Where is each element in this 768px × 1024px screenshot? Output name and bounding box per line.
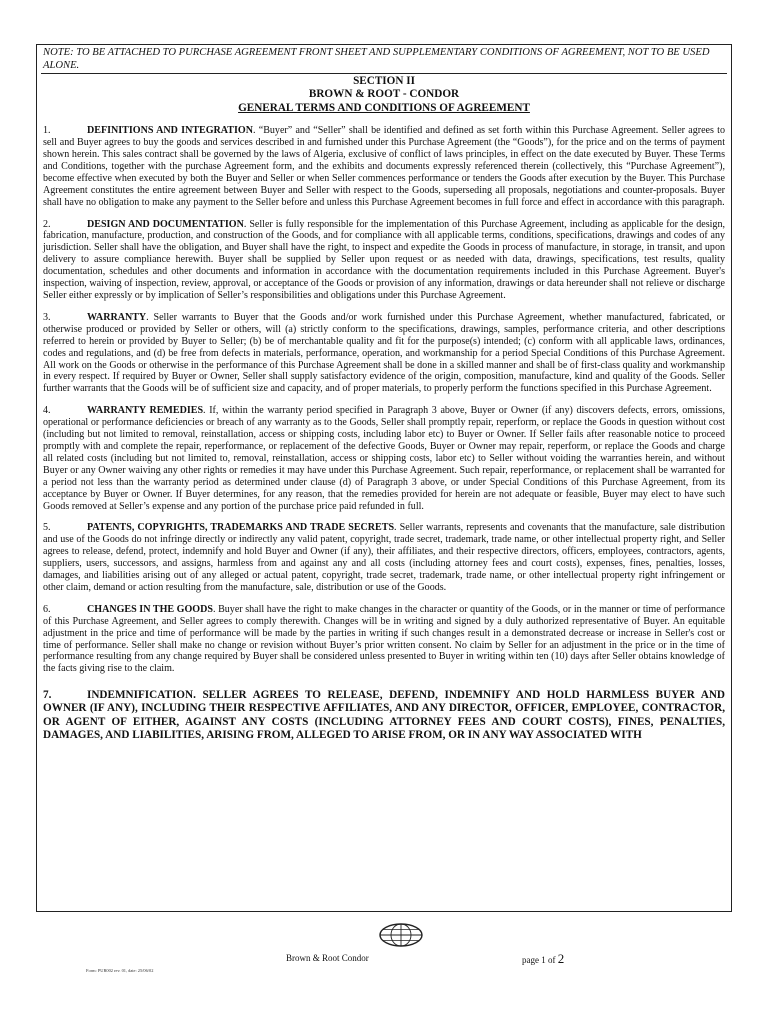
globe-logo-icon: [378, 922, 424, 948]
clause-number: 7.: [43, 689, 52, 702]
clause-1: [43, 125, 725, 208]
clause-number: 1.: [43, 125, 51, 137]
company-heading: BROWN & ROOT - CONDOR: [308, 88, 460, 101]
clause-number: 5.: [43, 522, 51, 534]
clause-3: [43, 312, 725, 395]
clause-heading: WARRANTY: [87, 311, 147, 323]
document-title: GENERAL TERMS AND CONDITIONS OF AGREEMENT: [238, 101, 530, 114]
form-reference: Form: PUR002 rev. 01, date: 25/06/02: [86, 968, 154, 973]
clause-5: [43, 522, 725, 593]
clause-number: 3.: [43, 311, 51, 323]
clause-number: 2.: [43, 218, 51, 230]
clause-heading: DEFINITIONS AND INTEGRATION: [87, 125, 253, 137]
clause-text: . Seller warrants to Buyer that the Goods and/or work furnished under this Purchase Agreement, whether manufactured, fabricated, or otherwise produced or provided by Seller or others, will (a) strictly conform to the specifications, drawings, samples, performance criteria, and other descriptions referred to herein or provided by Buyer to Seller; (b) be of merchantable quality and fit for the purpose(s) intended; (c) conform with all applicable laws, ordinances, codes and regulations, and (d) be free from defects in materials, performance, operation, and workmanship for a period Special Conditions of this Purchase Agreement. All work on the Goods or otherwise in the performance of this Purchase Agreement shall be done in a skilled manner and shall be of first-class quality and workmanship in every respect. If required by Buyer or Owner, Seller shall supply satisfactory evidence of the origin, composition, manufacture, kind and quality of the Goods. Seller further warrants that the Goods will be of sufficient size and capacity, and of proper materials, to properly perform the functions specified in this Purchase Agreement.: [43, 311, 725, 395]
clause-heading: PATENTS, COPYRIGHTS, TRADEMARKS AND TRADE SECRETS: [87, 522, 395, 534]
section-header: [41, 75, 727, 115]
page-number: [522, 951, 564, 967]
clause-4: [43, 405, 725, 512]
clause-heading: WARRANTY REMEDIES: [87, 405, 204, 417]
document-frame: [36, 44, 732, 912]
page-total: 2: [557, 951, 565, 966]
clause-text: . “Buyer” and “Seller” shall be identified and defined as set forth within this Purchase Agreement. Seller agrees to sell and Buyer agrees to buy the goods and services described in and furnished under this Purchase Agreement (the “Goods”), for the price and on the terms of payment shown herein. This sales contract shall be governed by the laws of Algeria, exclusive of conflict of laws principles, in effect on the date executed by Buyer. These Terms and Conditions, together with the purchase Agreement form, and the exhibits and documents expressly referenced therein (collectively, this “Purchase Agreement”), become effective when executed by both the Buyer and Seller or when Seller commences performance or tenders the Goods after execution by the Buyer. This Purchase Agreement constitutes the entire agreement between Buyer and Seller with respect to the Goods, superseding all proposals, negotiations and counter-proposals. Buyer shall have no obligation to make any payment to the Seller before and unless this Purchase Agreement becomes in full force and effect in accordance with this paragraph.: [43, 125, 725, 208]
section-label: SECTION II: [353, 75, 415, 87]
clause-7: [43, 689, 725, 742]
clause-text: . Seller warrants, represents and covenants that the manufacture, sale distribution and use of the Goods do not infringe directly or indirectly any valid patent, copyright, trade secret, trademark, trade name, or other intellectual property right, and Seller agrees to release, defend, protect, indemnify and hold Buyer and Owner (if any), their affiliates, and their respective directors, officers, employees, contractors, agents, suppliers, users, successors, and assigns, harmless from and against any and all costs (including attorney fees and court costs), expenses, fines, penalties, losses, damages, and liabilities arising out of any alleged or actual patent, copyright, trade secret, trademark, trade name, or other intellectual property right infringement or other claim, demand or action resulting from the manufacture, sale, distribution or use of the Goods.: [43, 522, 725, 593]
clause-text: INDEMNIFICATION. SELLER AGREES TO RELEASE, DEFEND, INDEMNIFY AND HOLD HARMLESS BUYER AND OWNER (IF ANY), INCLUDING THEIR RESPECTIVE AFFILIATES, AND ANY DIRECTOR, OFFICER, EMPLOYEE, CONTRACTOR, OR AGENT OF EITHER, AGAINST ANY COSTS (INCLUDING ATTORNEY FEES AND COURT COSTS), FINES, PENALTIES, DAMAGES, AND LIABILITIES, ARISING FROM, ALLEGED TO ARISE FROM, OR IN ANY WAY ASSOCIATED WITH: [43, 689, 725, 741]
clause-heading: DESIGN AND DOCUMENTATION: [87, 218, 244, 230]
clause-text: . Buyer shall have the right to make changes in the character or quantity of the Goods, or in the manner or time of performance of this Purchase Agreement, and Seller agrees to comply therewith. Changes will be in writing and signed by a duly authorized representative of Buyer. An equitable adjustment in the price and time of performance will be made by the parties in writing if such changes result in a demonstrated decrease or increase in Seller's cost or time of performance. Seller shall make no change or revision without Buyer’s prior written consent. No claim by Seller for an adjustment in the price or in the time of performance resulting from any change required by Buyer shall be considered unless presented to Buyer in writing within ten (10) days after Seller obtains knowledge of the facts giving rise to the claim.: [43, 603, 725, 675]
clause-text: . If, within the warranty period specified in Paragraph 3 above, Buyer or Owner (if any) discovers defects, errors, omissions, operational or performance deficiencies or breach of any warranty as to the Goods, Seller shall promptly repair, reperform, or replace the Goods in question without cost (including but not limited to removal, reinstallation, access or shipping costs, including labor etc) to Buyer or Owner. If Seller fails after reasonable notice to proceed promptly with and complete the repair, reperformance, or replacement of the defective Goods, Buyer or Owner may repair, reperform, or replace the Goods and charge all related costs (including but not limited to, removal, reinstallation, access or shipping costs, labor etc) to Seller without voiding the warranties herein, and without Buyer or any Owner waiving any other rights or remedies it may have under this Purchase Agreement. Such repair, reperformance, or replacement shall be warranted for a period not less than the warranty period as determined under clause (d) of Paragraph 3 above, or under Special Conditions of this Purchase Agreement, from its acceptance by Buyer or Owner. If Buyer determines, for any reason, that the remedies provided for herein are not adequate or feasible, Buyer may elect to have such Goods removed at Seller’s expense and any portion of the purchase price paid refunded in full.: [43, 405, 725, 512]
attachment-note: NOTE: TO BE ATTACHED TO PURCHASE AGREEMENT FRONT SHEET AND SUPPLEMENTARY CONDITIONS OF AGREEMENT, NOT TO BE USED ALONE.: [41, 45, 727, 74]
clause-number: 6.: [43, 603, 51, 615]
clause-number: 4.: [43, 405, 51, 417]
clause-2: [43, 219, 725, 302]
footer-company: Brown & Root Condor: [286, 953, 369, 963]
page-prefix: page 1 of: [522, 955, 556, 965]
clause-heading: CHANGES IN THE GOODS: [87, 603, 213, 615]
clause-6: [43, 604, 725, 675]
clause-text: . Seller is fully responsible for the implementation of this Purchase Agreement, including as applicable for the design, fabrication, manufacture, production, and construction of the Goods, and for compliance with all applicable terms, conditions, specifications, drawings and codes of any jurisdiction. Seller shall have the obligation, and Buyer shall have the right, to inspect and expedite the Goods in process of manufacture, in storage, in transit, and upon delivery to assure compliance herewith. Buyer shall be supplied by Seller upon request or as needed with data, drawings, specifications, test results, quality documentation, schedules and other documents and information in accordance with the documentation requirements included in this Purchase Agreement. Buyer's inspection, waiving of inspection, review, approval, or acceptance of the Goods or provision of any information, drawings or data hereunder shall not relieve or discharge Seller either expressly or by implication of Seller’s responsibilities and obligations under this Purchase Agreement.: [43, 218, 725, 301]
